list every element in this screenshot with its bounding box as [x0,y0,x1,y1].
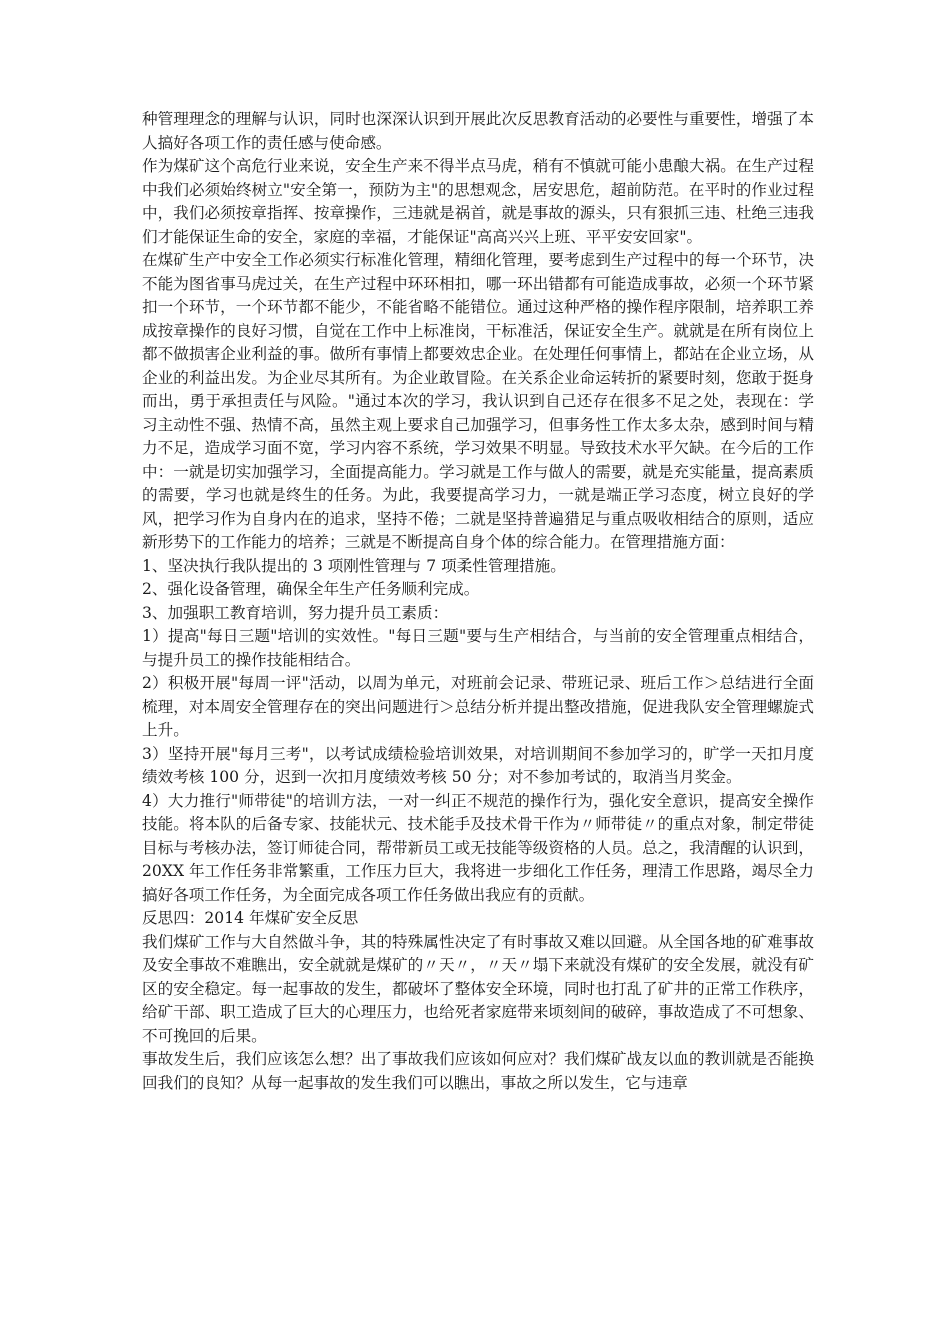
list-item-3: 3、加强职工教育培训，努力提升员工素质： [142,603,449,622]
list-item-2: 2、强化设备管理，确保全年生产任务顺利完成。 [142,580,480,598]
sub-item-1: 1）提高"每日三题"培训的实效性。"每日三题"要与生产相结合，与当前的安全管理重点相结合，与提升员工的操作技能相结合。 [142,627,814,669]
sub-item-2: 2）积极开展"每周一评"活动，以周为单元，对班前会记录、带班记录、班后工作＞总结进行全面梳理，对本周安全管理存在的突出问题进行＞总结分析并提出整改措施，促进我队安全管理螺旋式上升。 [142,674,814,739]
section-heading: 反思四：2014 年煤矿安全反思 [142,909,359,927]
paragraph-1: 种管理理念的理解与认识，同时也深深认识到开展此次反思教育活动的必要性与重要性，增强了本人搞好各项工作的责任感与使命感。 [142,110,814,152]
list-item-1: 1、坚决执行我队提出的 3 项刚性管理与 7 项柔性管理措施。 [142,556,566,575]
paragraph-4: 我们煤矿工作与大自然做斗争，其的特殊属性决定了有时事故又难以回避。从全国各地的矿难事故及安全事故不难瞧出，安全就就是煤矿的〃天〃，〃天〃塌下来就没有煤矿的安全发展，就没有矿区的安全稳定。每一起事故的发生，都破坏了整体安全环境，同时也打乱了矿井的正常工作秩序，给矿干部、职工造成了巨大的心理压力，也给死者家庭带来顷刻间的破碎，事故造成了不可想象、不可挽回的后果。 [142,932,814,1045]
document-body [142,108,814,1095]
sub-item-3: 3）坚持开展"每月三考"，以考试成绩检验培训效果，对培训期间不参加学习的，旷学一天扣月度绩效考核 100 分，迟到一次扣月度绩效考核 50 分；对不参加考试的，取消当月奖金。 [142,744,814,786]
paragraph-3: 在煤矿生产中安全工作必须实行标准化管理，精细化管理，要考虑到生产过程中的每一个环节，决不能为图省事马虎过关，在生产过程中环环相扣，哪一环出错都有可能造成事故，必须一个环节紧扣一个环节，一个环节都不能少，不能省略不能错位。通过这种严格的操作程序限制，培养职工养成按章操作的良好习惯，自觉在工作中上标准岗，干标准活，保证安全生产。就就是在所有岗位上都不做损害企业利益的事。做所有事情上都要效忠企业。在处理任何事情上，都站在企业立场，从企业的利益出发。为企业尽其所有。为企业敢冒险。在关系企业命运转折的紧要时刻，您敢于挺身而出，勇于承担责任与风险。"通过本次的学习，我认识到自己还存在很多不足之处，表现在：学习主动性不强、热情不高，虽然主观上要求自己加强学习，但事务性工作太多太杂，感到时间与精力不足，造成学习面不宽，学习内容不系统，学习效果不明显。导致技术水平欠缺。在今后的工作中：一就是切实加强学习，全面提高能力。学习就是工作与做人的需要，就是充实能量，提高素质的需要，学习也就是终生的任务。为此，我要提高学习力，一就是端正学习态度，树立良好的学风，把学习作为自身内在的追求，坚持不倦；二就是坚持普遍猎足与重点吸收相结合的原则，适应新形势下的工作能力的培养；三就是不断提高自身个体的综合能力。在管理措施方面： [142,251,814,551]
paragraph-2: 作为煤矿这个高危行业来说，安全生产来不得半点马虎，稍有不慎就可能小患酿大祸。在生产过程中我们必须始终树立"安全第一，预防为主"的思想观念，居安思危，超前防范。在平时的作业过程中，我们必须按章指挥、按章操作，三违就是祸首，就是事故的源头，只有狠抓三违、杜绝三违我们才能保证生命的安全，家庭的幸福，才能保证"高高兴兴上班、平平安安回家"。 [142,157,814,246]
paragraph-5: 事故发生后，我们应该怎么想？出了事故我们应该如何应对？我们煤矿战友以血的教训就是否能换回我们的良知？从每一起事故的发生我们可以瞧出，事故之所以发生，它与违章 [142,1050,814,1092]
sub-item-4: 4）大力推行"师带徒"的培训方法，一对一纠正不规范的操作行为，强化安全意识，提高安全操作技能。将本队的后备专家、技能状元、技术能手及技术骨干作为〃师带徒〃的重点对象，制定带徒目标与考核办法，签订师徒合同，帮带新员工或无技能等级资格的人员。总之，我清醒的认识到，20XX 年工作任务非常繁重，工作压力巨大，我将进一步细化工作任务，理清工作思路，竭尽全力搞好各项工作任务，为全面完成各项工作任务做出我应有的贡献。 [142,791,814,904]
